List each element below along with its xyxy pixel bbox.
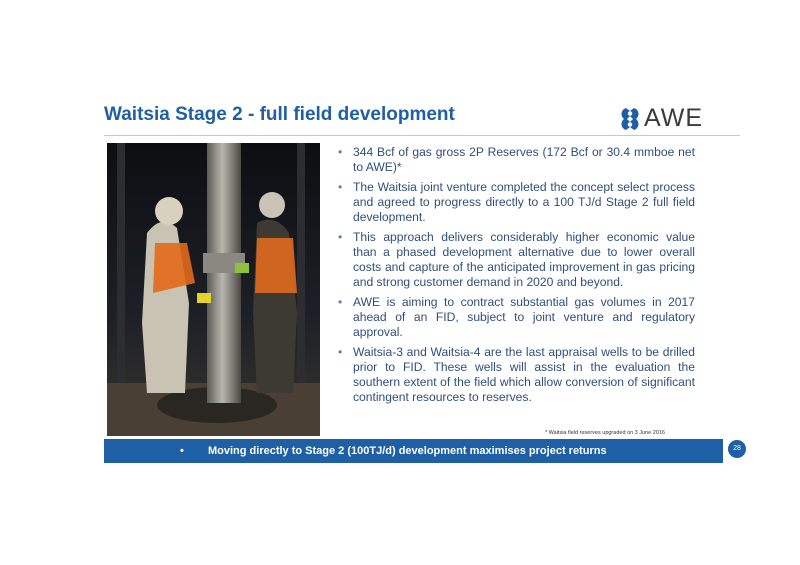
bullet-item: • This approach delivers considerably higher economic value than a phased development alternative due to lower overall costs and capture of the anticipated improvement in gas pricing and strong customer demand in 2020 and beyond. xyxy=(338,230,695,290)
drilling-rig-photo xyxy=(107,143,320,436)
bullet-list xyxy=(338,145,695,410)
bullet-item: • Waitsia-3 and Waitsia-4 are the last appraisal wells to be drilled prior to FID. These wells will assist in the evaluation the southern extent of the field which allow conversion of significant contingent resources to reserves. xyxy=(338,345,695,405)
logo-text: AWE xyxy=(644,104,704,132)
summary-banner xyxy=(104,439,723,463)
bullet-item: • 344 Bcf of gas gross 2P Reserves (172 Bcf or 30.4 mmboe net to AWE)* xyxy=(338,145,695,175)
bullet-item: • The Waitsia joint venture completed the concept select process and agreed to progress directly to a 100 TJ/d Stage 2 full field development. xyxy=(338,180,695,225)
footnote: * Waitsia field reserves upgraded on 3 June 2016 xyxy=(545,430,665,436)
banner-bullet: • xyxy=(180,445,184,457)
title-divider xyxy=(104,135,740,136)
bullet-item: • AWE is aiming to contract substantial gas volumes in 2017 ahead of an FID, subject to joint venture and regulatory approval. xyxy=(338,295,695,340)
slide-title: Waitsia Stage 2 - full field development xyxy=(104,104,455,125)
banner-text: Moving directly to Stage 2 (100TJ/d) development maximises project returns xyxy=(208,445,607,457)
page-number: 28 xyxy=(728,440,746,458)
